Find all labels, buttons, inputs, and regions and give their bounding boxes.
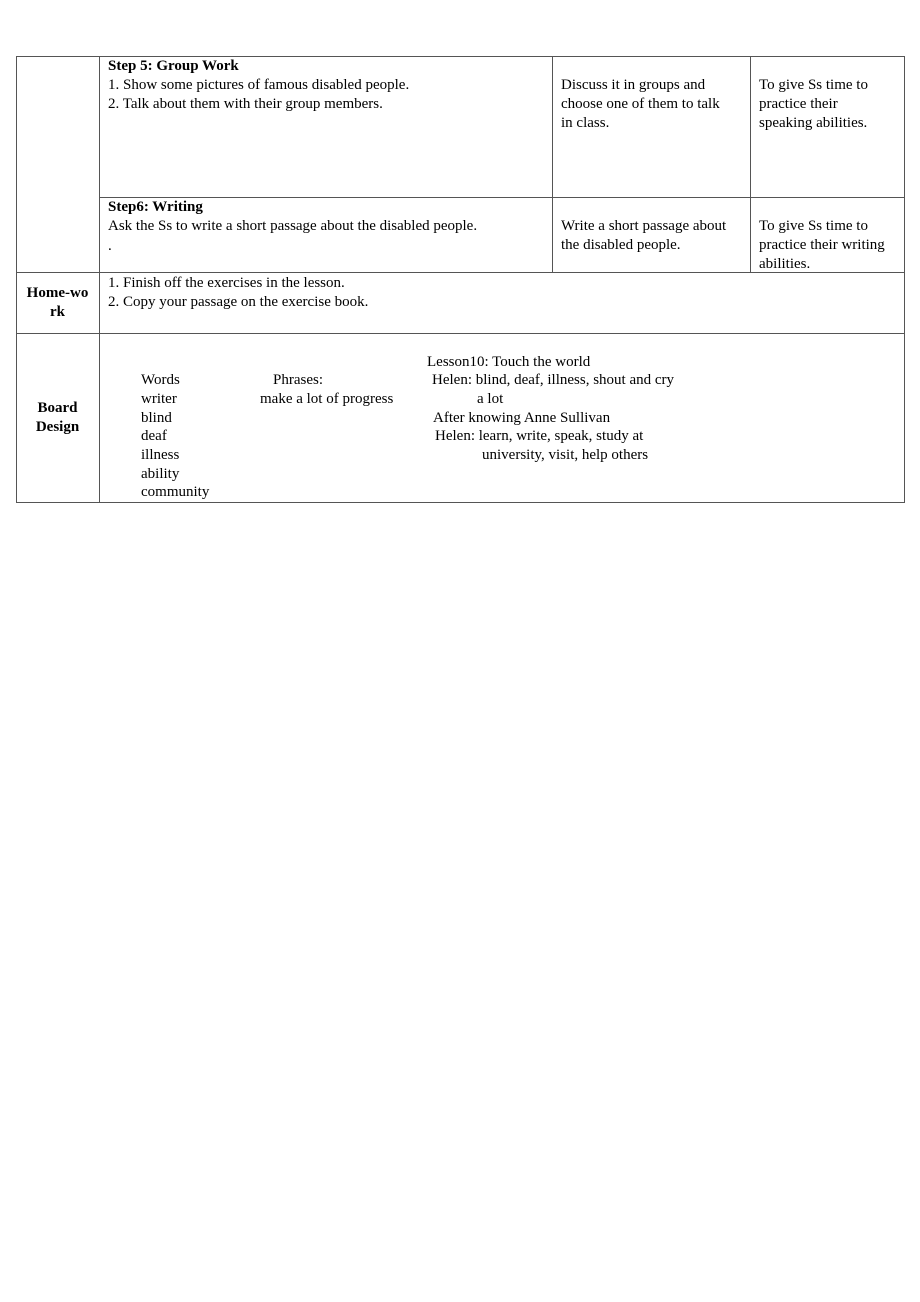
board-note: Helen: learn, write, speak, study at: [435, 428, 644, 444]
step5-activity: in class.: [561, 115, 610, 131]
board-note: Helen: blind, deaf, illness, shout and cry: [432, 372, 675, 388]
homework-label: Home-wo: [26, 285, 89, 301]
board-note: a lot: [477, 391, 504, 407]
step6-line: Ask the Ss to write a short passage about the disabled people.: [108, 218, 478, 234]
step5-purpose: speaking abilities.: [759, 115, 868, 131]
board-note: university, visit, help others: [482, 447, 649, 463]
word: community: [141, 484, 210, 500]
word: writer: [141, 391, 177, 407]
column-divider: [99, 56, 100, 503]
step5-title: Step 5: Group Work: [108, 58, 239, 74]
step6-line: .: [108, 238, 112, 254]
step5-purpose: To give Ss time to: [759, 77, 868, 93]
words-heading: Words: [141, 372, 180, 388]
word: ability: [141, 466, 180, 482]
row-divider: [99, 197, 905, 198]
step5-purpose: practice their: [759, 96, 838, 112]
column-divider: [552, 56, 553, 272]
step5-activity: choose one of them to talk: [561, 96, 720, 112]
step5-line: 2. Talk about them with their group members.: [108, 96, 383, 112]
step6-purpose: practice their writing: [759, 237, 885, 253]
homework-line: 2. Copy your passage on the exercise book.: [108, 294, 369, 310]
phrase: make a lot of progress: [260, 391, 394, 407]
phrases-heading: Phrases:: [273, 372, 323, 388]
board-label: Design: [35, 419, 80, 435]
step6-purpose: abilities.: [759, 256, 811, 272]
homework-label: rk: [50, 304, 65, 320]
word: deaf: [141, 428, 167, 444]
table-border-bottom: [16, 502, 905, 503]
board-label: Board: [37, 400, 78, 416]
board-title: Lesson10: Touch the world: [427, 354, 591, 370]
step5-line: 1. Show some pictures of famous disabled people.: [108, 77, 410, 93]
column-divider: [750, 56, 751, 272]
step6-activity: Write a short passage about: [561, 218, 727, 234]
homework-line: 1. Finish off the exercises in the lesson.: [108, 275, 345, 291]
word: blind: [141, 410, 172, 426]
table-border-right: [904, 56, 905, 503]
word: illness: [141, 447, 180, 463]
step6-activity: the disabled people.: [561, 237, 681, 253]
step6-purpose: To give Ss time to: [759, 218, 868, 234]
row-divider: [16, 333, 905, 334]
board-note: After knowing Anne Sullivan: [433, 410, 611, 426]
step5-activity: Discuss it in groups and: [561, 77, 706, 93]
step6-title: Step6: Writing: [108, 199, 203, 215]
